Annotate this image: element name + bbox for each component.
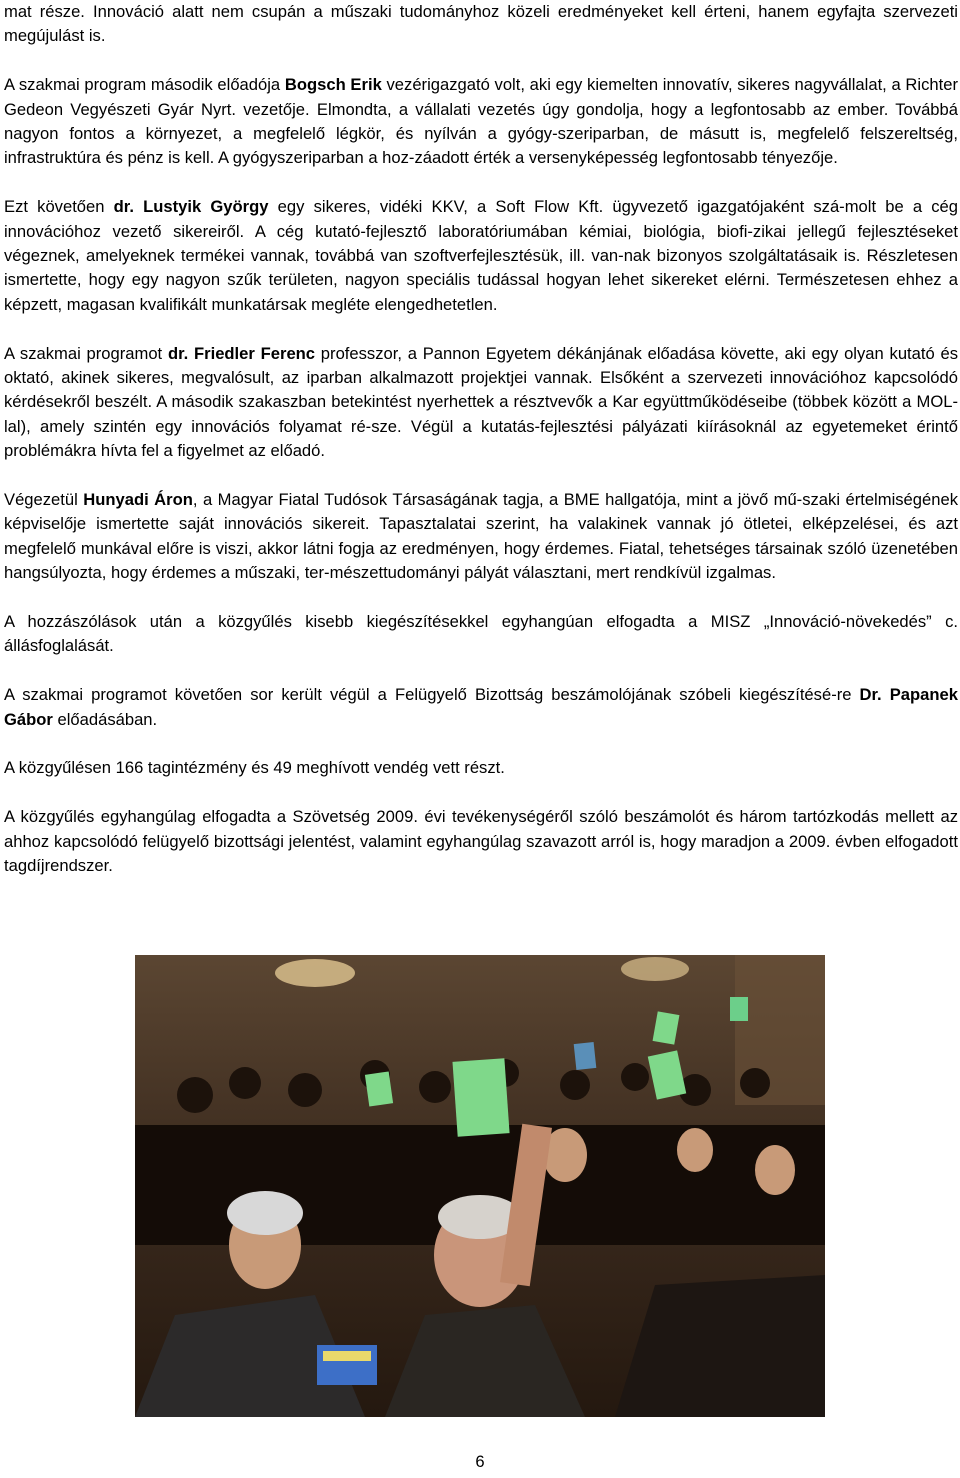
voting-assembly-photo [135,955,825,1417]
person-name: dr. Friedler Ferenc [167,343,316,363]
text-run: egy sikeres, vidéki KKV, a Soft Flow Kft. ügyvezető igazgatójaként szá-molt be a cég innovációhoz vezető sikereiről. A cég kutató-fejlesztő laboratóriumában kémiai, biológia, biofi-zikai jellegű fejlesztéseket végeznek, amelyeknek termékei vannak, továbbá van szoftverfejlesztésük, ill. van-nak bizonyos szolgáltatásaik is. Részletesen ismertette, hogy egy nagyon szűk területen, nagyon speciális tudással hogyan lehet sikereket elérni. Természetesen ehhez a képzett, magasan kvalifikált munkatársak megléte elengedhetetlen. [4,197,958,314]
paragraph [4,756,958,780]
paragraph [4,805,958,878]
text-run: mat része. Innováció alatt nem csupán a műszaki tudományhoz közeli eredményeket kell érteni, hanem egyfajta szervezeti megújulást is. [4,2,958,46]
text-run: Végezetül [4,490,84,510]
text-run: A közgyűlés egyhangúlag elfogadta a Szövetség 2009. évi tevékenységéről szóló beszámolót és három tartózkodás mellett az ahhoz kapcsolódó felügyelő bizottsági jelentést, valamint egyhangúlag szavazott arról is, hogy maradjon a 2009. évben elfogadott tagdíjrendszer. [4,807,958,876]
text-run: vezérigazgató volt, aki egy kiemelten innovatív, sikeres nagyvállalat, a Richter Gedeon Vegyészeti Gyár Nyrt. vezetője. Elmondta, a vállalati vezetés úgy gondolja, hogy a legfontosabb az ember. Továbbá nagyon fontos a környezet, a megfelelő légkör, és nyílván a gyógy-szeriparban, de másutt is, megfelelő felszereltség, infrastruktúra és pénz is kell. A gyógyszeriparban a hoz-záadott érték a versenyképesség legfontosabb tényezője. [4,75,958,168]
person-name: dr. Lustyik György [113,197,269,217]
paragraph [4,683,958,732]
text-run: előadásában. [52,709,158,729]
blue-voting-card [574,1042,597,1070]
person-name: Dr. Papanek Gábor [4,685,958,729]
green-voting-card [452,1058,509,1136]
text-run: Ezt követően [4,197,114,217]
text-run: A szakmai programot [4,343,168,363]
photo-illustration [135,955,825,1417]
article-body [4,0,958,903]
page-number: 6 [475,1452,485,1471]
text-run: , a Magyar Fiatal Tudósok Társaságának tagja, a BME hallgatója, mint a jövő mű-szaki értelmiségének képviselője ismertette saját innovációs sikereit. Tapasztalatai szerint, ha valakinek vannak jó ötletei, elképzelései, és azt megfelelő munkával előre is viszi, akkor látni fogja az eredményen, hogy érdemes. Fiatal, tehetséges társainak szóló üzenetében hangsúlyozta, hogy érdemes a műszaki, ter-mészettudományi pályát választani, mert rendkívül izgalmas. [4,490,958,583]
text-run: A szakmai program második előadója [4,75,285,95]
person-name: Bogsch Erik [284,75,382,95]
paragraph [4,73,958,171]
text-run: professzor, a Pannon Egyetem dékánjának előadása követte, aki egy olyan kutató és oktató, akinek sikeres, megvalósult, az iparban alkalmazott projektjei vannak. Elsőként a szervezeti innovációhoz kapcsolódó kérdésekről beszélt. A második szakaszban betekintést nyerhettek a résztvevők a Kar együttműködéseibe (többek között a MOL-lal), amely szintén egy innovációs folyamat ré-sze. Végül a kutatás-fejlesztési pályázati kiírásoknál az egyetemeket érintő problémákra hívta fel a figyelmet az előadó. [4,343,959,461]
text-run: A hozzászólások után a közgyűlés kisebb kiegészítésekkel egyhangúan elfogadta a MISZ „Innováció-növekedés” c. állásfoglalását. [4,612,958,656]
paragraph [4,342,958,464]
person-name: Hunyadi Áron [83,490,193,510]
paragraph [4,488,958,586]
paragraph [4,610,958,659]
paragraph [4,195,958,317]
paragraph [4,0,958,49]
text-run: A közgyűlésen 166 tagintézmény és 49 meghívott vendég vett részt. [4,758,505,778]
text-run: A szakmai programot követően sor került végül a Felügyelő Bizottság beszámolójának szóbeli kiegészítésé-re [4,685,860,705]
